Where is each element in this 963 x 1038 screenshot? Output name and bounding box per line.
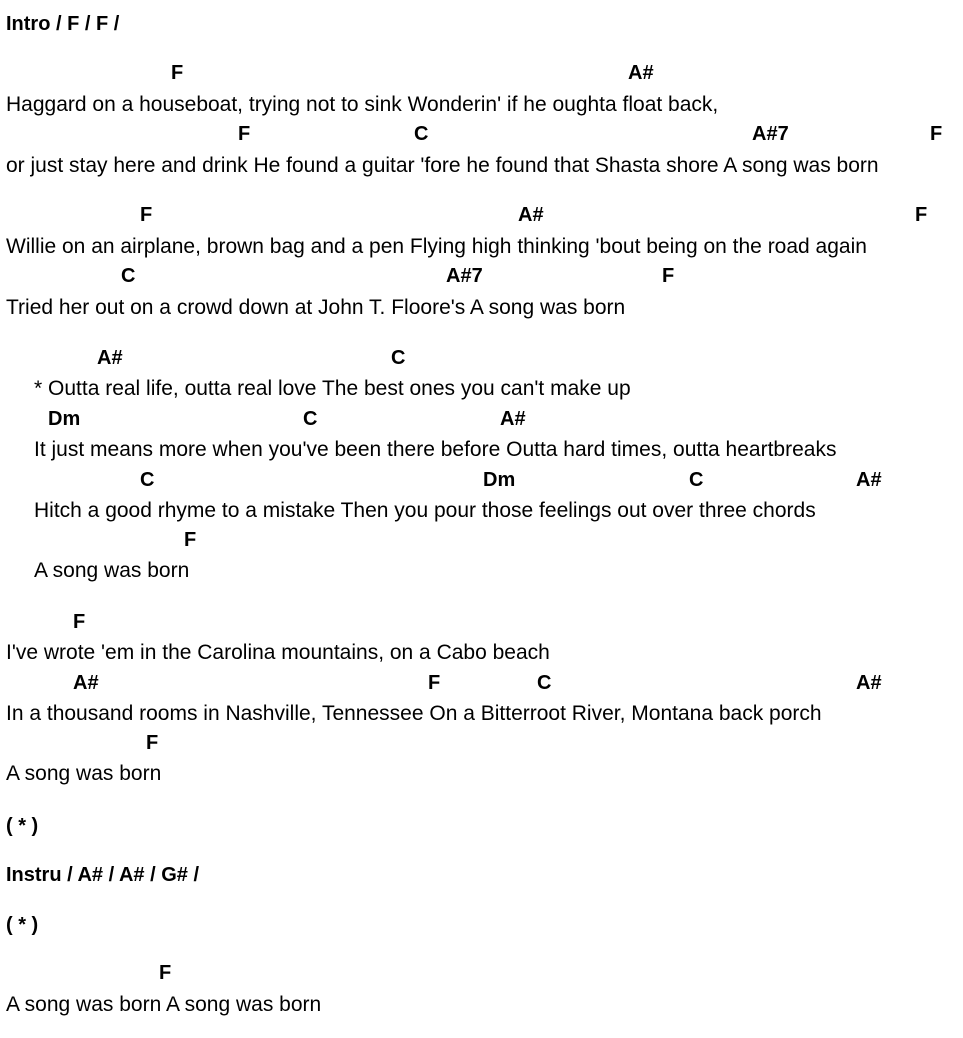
repeat-chorus-marker: ( * ) — [6, 815, 39, 837]
lyric-line: or just stay here and drink He found a guitar 'fore he found that Shasta shore A song was born — [6, 154, 879, 177]
chord: Dm — [48, 408, 81, 430]
chord: A# — [628, 62, 654, 84]
lyric-line: Willie on an airplane, brown bag and a pen Flying high thinking 'bout being on the road again — [6, 235, 867, 258]
chord: A# — [856, 672, 882, 694]
lyric-line: A song was born — [6, 762, 162, 785]
chord: A# — [97, 347, 123, 369]
lyric-line: It just means more when you've been there before Outta hard times, outta heartbreaks — [34, 438, 837, 461]
chord: F — [662, 265, 675, 287]
chord: C — [391, 347, 406, 369]
chord: F — [73, 611, 86, 633]
instru-line: Instru / A# / A# / G# / — [6, 864, 200, 886]
lyric-line: Tried her out on a crowd down at John T. Floore's A song was born — [6, 296, 626, 319]
chord: F — [930, 123, 943, 145]
lyric-line: I've wrote 'em in the Carolina mountains, on a Cabo beach — [6, 641, 550, 664]
chord: A# — [73, 672, 99, 694]
chord: Dm — [483, 469, 516, 491]
repeat-chorus-marker: ( * ) — [6, 914, 39, 936]
chord: A#7 — [752, 123, 789, 145]
lyric-line: * Outta real life, outta real love The best ones you can't make up — [34, 377, 631, 400]
lyric-line: Hitch a good rhyme to a mistake Then you pour those feelings out over three chords — [34, 499, 816, 522]
intro-line: Intro / F / F / — [6, 13, 120, 35]
chord: C — [537, 672, 552, 694]
lyric-line: A song was born A song was born — [6, 993, 322, 1016]
chord: C — [140, 469, 155, 491]
chord: A# — [856, 469, 882, 491]
chord: F — [159, 962, 172, 984]
chord: C — [121, 265, 136, 287]
chord: F — [146, 732, 159, 754]
chord: F — [184, 529, 197, 551]
chord: A# — [518, 204, 544, 226]
lyric-line: Haggard on a houseboat, trying not to sink Wonderin' if he oughta float back, — [6, 93, 719, 116]
chord: C — [303, 408, 318, 430]
lyric-line: A song was born — [34, 559, 190, 582]
chord: A# — [500, 408, 526, 430]
chord: A#7 — [446, 265, 483, 287]
chord: F — [238, 123, 251, 145]
lyric-line: In a thousand rooms in Nashville, Tennessee On a Bitterroot River, Montana back porch — [6, 702, 822, 725]
chord: F — [428, 672, 441, 694]
chord: F — [140, 204, 153, 226]
chord: F — [915, 204, 928, 226]
chord: C — [414, 123, 429, 145]
chord: C — [689, 469, 704, 491]
chord: F — [171, 62, 184, 84]
